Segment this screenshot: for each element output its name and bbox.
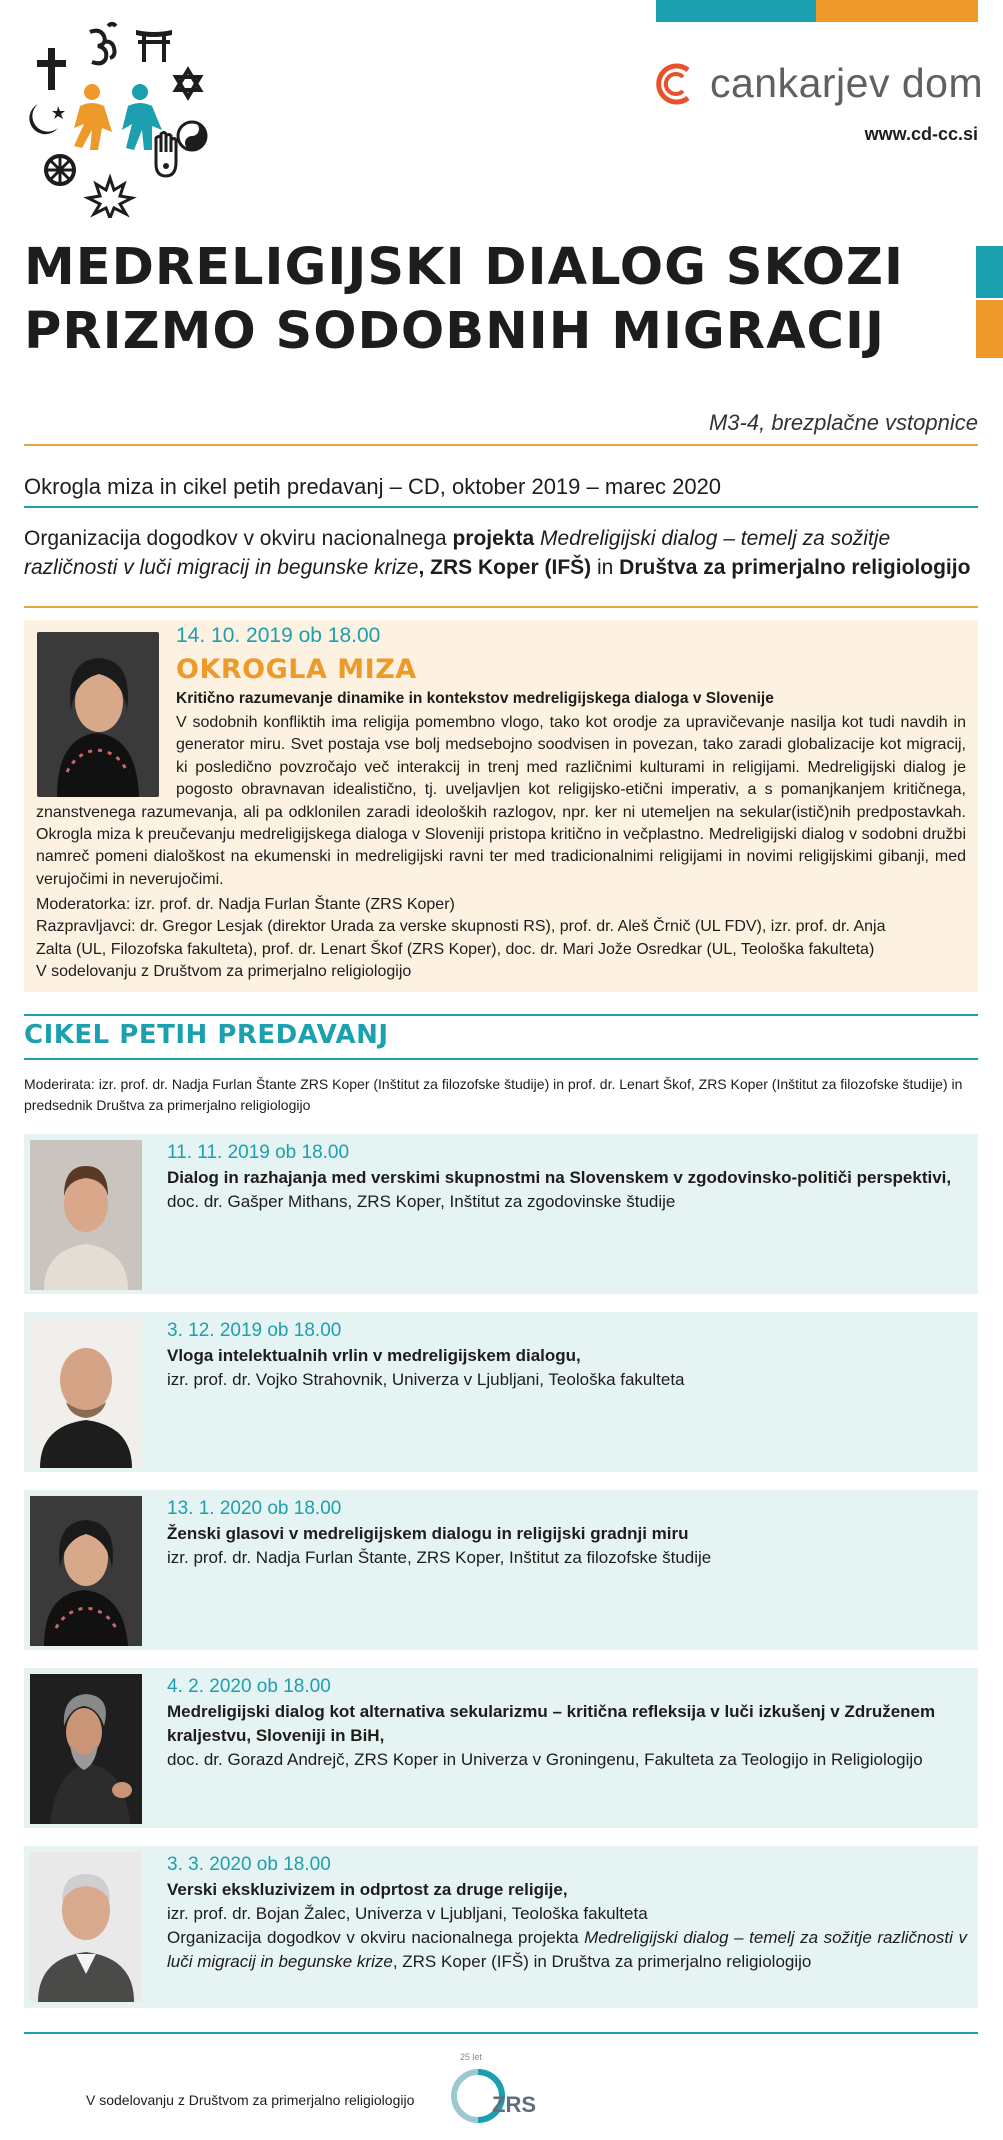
brand-name: cankarjev dom [710, 60, 984, 106]
round-table-event [24, 620, 978, 992]
org-project-name: Medreligijski dialog – temelj za sožitje različnosti v luči migracij in begunske krize [24, 527, 891, 579]
divider-teal-2 [24, 1014, 978, 1016]
lecture-cycle-moderators: Moderirata: izr. prof. dr. Nadja Furlan Štante ZRS Koper (Inštitut za filozofske študije) in prof. dr. Lenart Škof, ZRS Koper (Inštitut za filozofske študije) in predsednik Društva za primerjalno religiologijo [24, 1076, 963, 1113]
round-table-participants [36, 894, 966, 984]
lecturer-photo [30, 1140, 142, 1290]
org-prefix: Organizacija dogodkov v okviru nacionalnega [24, 527, 453, 550]
lecture-text [167, 1318, 967, 1392]
lecture-title: Verski ekskluzivizem in odprtost za druge religije, [167, 1880, 568, 1899]
lecture-org-prefix: Organizacija dogodkov v okviru nacionalnega projekta [167, 1928, 585, 1947]
bahai-star-icon [88, 178, 132, 218]
hamsa-icon [156, 133, 176, 177]
lecture-item [24, 1134, 978, 1294]
torii-icon [136, 30, 172, 62]
page-title-line-2: PRIZMO SODOBNIH MIGRACIJ [24, 302, 885, 361]
lecturer-photo [30, 1496, 142, 1646]
lecture-item [24, 1668, 978, 1828]
dharma-wheel-icon [44, 154, 76, 186]
lecture-author: izr. prof. dr. Bojan Žalec, Univerza v Ljubljani, Teološka fakulteta [167, 1904, 648, 1923]
side-color-bar-orange [976, 300, 1003, 358]
lecture-title: Dialog in razhajanja med verskimi skupnostmi na Slovenskem v zgodovinsko-političi perspektivi, [167, 1168, 952, 1187]
zrs-logo-text: ZRS [492, 2092, 536, 2117]
divider-teal-1 [24, 506, 978, 508]
lecture-item [24, 1846, 978, 2008]
lecturer-photo [30, 1852, 142, 2002]
religious-symbols-emblem [20, 18, 220, 218]
round-table-cooperation: V sodelovanju z Društvom za primerjalno religiologijo [36, 963, 412, 981]
round-table-moderator: Moderatorka: izr. prof. dr. Nadja Furlan Štante (ZRS Koper) [36, 896, 455, 913]
text-wrap-spacer [36, 712, 176, 800]
lecture-text [167, 1496, 967, 1570]
lecture-org-suffix: , ZRS Koper (IFŠ) in Društva za primerjalno religiologijo [392, 1952, 812, 1971]
page-title-line-1: MEDRELIGIJSKI DIALOG SKOZI [24, 238, 905, 297]
round-table-subheading: Kritično razumevanje dinamike in kontekstov medreligijskega dialoga v Slovenije [176, 690, 774, 707]
lecture-text [167, 1674, 967, 1772]
lecturer-photo [30, 1318, 142, 1468]
zrs-logo-anniversary: 25 let [460, 2052, 483, 2062]
divider-teal-footer [24, 2032, 978, 2034]
lecture-date: 11. 11. 2019 ob 18.00 [167, 1142, 350, 1163]
om-icon [90, 24, 116, 63]
footer-cooperation-note: V sodelovanju z Društvom za primerjalno religiologijo [86, 2092, 415, 2108]
event-series-subtitle: Okrogla miza in cikel petih predavanj – CD, oktober 2019 – marec 2020 [24, 474, 722, 499]
round-table-panelists-1: Razpravljavci: dr. Gregor Lesjak (direktor Urada za verske skupnosti RS), prof. dr. Aleš Črnič (UL FDV), izr. prof. dr. Anja [36, 918, 886, 936]
lecture-item [24, 1312, 978, 1472]
lecture-cycle-heading: CIKEL PETIH PREDAVANJ [24, 1020, 389, 1050]
divider-orange-1 [24, 444, 978, 446]
lecture-author: izr. prof. dr. Nadja Furlan Štante, ZRS Koper, Inštitut za filozofske študije [167, 1548, 712, 1567]
cankarjev-dom-logo [650, 56, 984, 108]
lecture-organization-note [167, 1926, 967, 1974]
lecture-text [167, 1852, 967, 1974]
lecture-date: 3. 3. 2020 ob 18.00 [167, 1854, 331, 1875]
round-table-heading: OKROGLA MIZA [176, 654, 417, 685]
lecture-item [24, 1490, 978, 1650]
crescent-icon [29, 104, 65, 134]
cankarjev-dom-logo-icon [654, 62, 698, 106]
top-color-bar-teal [656, 0, 816, 22]
round-table-description [36, 712, 966, 891]
lecture-text [167, 1140, 967, 1214]
top-color-bar-orange [816, 0, 978, 22]
lecture-title: Ženski glasovi v medreligijskem dialogu in religijski gradnji miru [167, 1524, 689, 1543]
yin-yang-icon [178, 122, 206, 150]
lecture-author: doc. dr. Gorazd Andrejč, ZRS Koper in Univerza v Groningenu, Fakulteta za Teologijo in Religiologijo [167, 1750, 923, 1769]
star-of-david-icon [176, 70, 200, 97]
lecture-org-project: Medreligijski dialog – temelj za sožitje različnosti v luči migracij in begunske krize [167, 1928, 968, 1971]
round-table-date: 14. 10. 2019 ob 18.00 [176, 624, 381, 647]
people-figures-icon [74, 84, 162, 150]
side-color-bar-teal [976, 246, 1003, 298]
org-join: in [596, 556, 620, 579]
lecture-date: 3. 12. 2019 ob 18.00 [167, 1320, 342, 1341]
organization-note [24, 524, 978, 582]
lecture-title: Vloga intelektualnih vrlin v medreligijskem dialogu, [167, 1346, 581, 1365]
website-url[interactable]: www.cd-cc.si [864, 124, 978, 144]
org-project-word: projekta [452, 527, 535, 550]
round-table-body-text: V sodobnih konfliktih ima religija pomembno vlogo, tako kot orodje za upravičevanje nasilja kot tudi navdih in generator miru. Svet postaja vse bolj medsebojno soodvisen in povezan, tako zaradi globalizacije kot migracij, ki posledično povzročajo več interakcij in trenj med različnimi kulturami in religijami. Medreligijski dialog je pogosto obravnavan idealistično, tj. uveljavljen kot religijsko-etični imperativ, a s pomanjkanjem kritičnega, znanstvenega razumevanja, ali pa odklonilen zaradi ideoloških razlogov, npr. ker ni utemeljen na sekular(istič)nih predpostavkah. Okrogla miza k preučevanju medreligijskega dialoga v Sloveniji pristopa kritično in večplastno. Medreligijski dialog v sodobni družbi namreč pomeni dialoškost na ekumenski in medreligijski ravni ter med tradicionalnimi religijami in novimi religijskimi gibanji, med verujočimi in neverujočimi. [36, 714, 966, 888]
lecture-date: 4. 2. 2020 ob 18.00 [167, 1676, 331, 1697]
zrs-logo [444, 2046, 564, 2130]
org-partner-1: , ZRS Koper (IFŠ) [418, 556, 597, 579]
divider-orange-2 [24, 606, 978, 608]
cross-icon [37, 48, 66, 90]
lecture-date: 13. 1. 2020 ob 18.00 [167, 1498, 342, 1519]
page-title [24, 236, 964, 364]
org-partner-2: Društva za primerjalno religiologijo [619, 556, 971, 579]
round-table-panelists-2: Zalta (UL, Filozofska fakulteta), prof. dr. Lenart Škof (ZRS Koper), doc. dr. Mari Jože Osredkar (UL, Teološka fakulteta) [36, 940, 875, 958]
lecture-title: Medreligijski dialog kot alternativa sekularizmu – kritična refleksija v luči izkušenj v Združenem kraljestvu, Sloveniji in BiH, [167, 1702, 936, 1745]
lecture-author: doc. dr. Gašper Mithans, ZRS Koper, Inštitut za zgodovinske študije [167, 1192, 676, 1211]
lecture-author: izr. prof. dr. Vojko Strahovnik, Univerza v Ljubljani, Teološka fakulteta [167, 1370, 685, 1389]
venue-info: M3-4, brezplačne vstopnice [708, 410, 978, 435]
divider-teal-3 [24, 1058, 978, 1060]
lecturer-photo [30, 1674, 142, 1824]
